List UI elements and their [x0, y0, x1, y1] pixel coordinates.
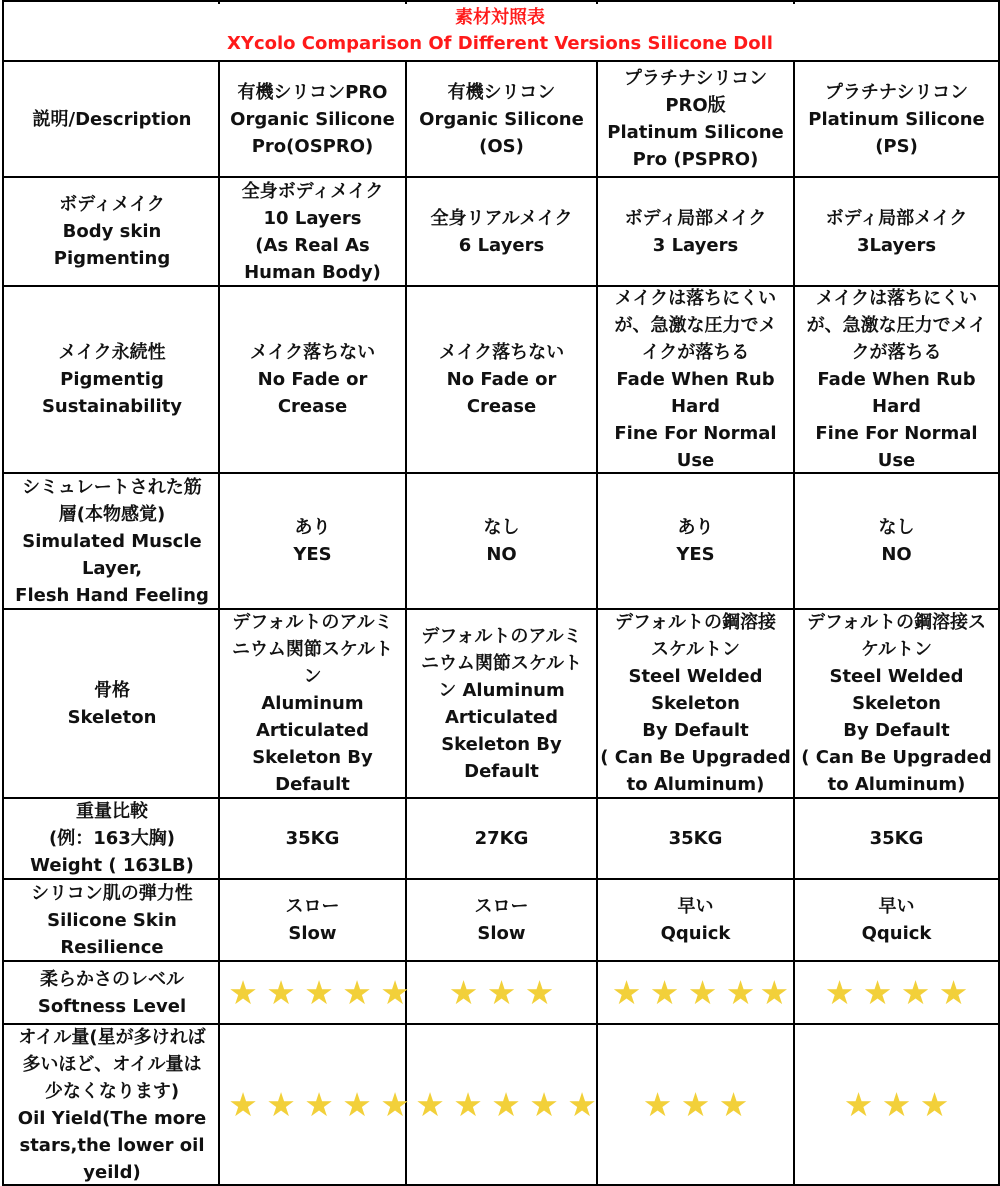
- cell-muscle-2: なし NO: [483, 517, 520, 565]
- star-icon: ★: [881, 1084, 912, 1124]
- star-icon: ★: [266, 1084, 296, 1124]
- cell-resilience-3: 早い Qquick: [660, 896, 731, 944]
- row-label-body-skin: ボディメイク Body skin Pigmenting: [53, 194, 171, 269]
- star-icon: ★: [862, 972, 893, 1012]
- cell-resilience-1: スロー Slow: [285, 896, 340, 944]
- star-icon: ★: [228, 972, 258, 1012]
- column-header-3: プラチナシリコン PRO版 Platinum Silicone Pro (PSPRO): [607, 68, 784, 170]
- cell-muscle-4: なし NO: [878, 517, 915, 565]
- star-icon: ★: [342, 972, 372, 1012]
- star-icon: ★: [380, 1084, 410, 1124]
- star-icon: ★: [304, 972, 334, 1012]
- row-label-sustainability: メイク永続性 Pigmentig Sustainability: [41, 342, 183, 417]
- cell-weight-2: 27KG: [474, 828, 529, 849]
- star-rating-oil-4: [840, 1084, 954, 1124]
- star-icon: ★: [938, 972, 969, 1012]
- star-icon: ★: [304, 1084, 334, 1124]
- star-rating-softness-1: [224, 972, 414, 1012]
- row-label-muscle: シミュレートされた筋 層(本物感覚) Simulated Muscle Layer, Flesh Hand Feeling: [15, 476, 209, 606]
- column-header-4: プラチナシリコン Platinum Silicone (PS): [808, 81, 985, 157]
- title-jp: 素材対照表: [455, 7, 545, 28]
- cell-resilience-2: スロー Slow: [474, 896, 529, 944]
- cell-body-skin-2: 全身リアルメイク 6 Layers: [430, 207, 573, 256]
- star-icon: ★: [649, 972, 680, 1012]
- cell-sustainability-2: メイク落ちない No Fade or Crease: [438, 342, 565, 417]
- star-icon: ★: [342, 1084, 372, 1124]
- cell-skeleton-3: デフォルトの鋼溶接 スケルトン Steel Welded Skeleton By Default ( Can Be Upgraded to Aluminum): [600, 612, 791, 795]
- column-header-2: 有機シリコン Organic Silicone (OS): [419, 81, 584, 157]
- star-icon: ★: [415, 1084, 445, 1124]
- cell-weight-3: 35KG: [668, 828, 723, 849]
- star-rating-oil-1: [224, 1084, 414, 1124]
- star-rating-oil-2: [411, 1084, 601, 1124]
- row-label-header: 説明/Description: [32, 108, 192, 130]
- star-icon: ★: [380, 972, 410, 1012]
- star-icon: ★: [824, 972, 855, 1012]
- star-icon: ★: [718, 1084, 749, 1124]
- star-rating-oil-3: [639, 1084, 753, 1124]
- star-icon: ★: [900, 972, 931, 1012]
- star-icon: ★: [491, 1084, 521, 1124]
- star-icon: ★: [567, 1084, 597, 1124]
- star-icon: ★: [687, 972, 718, 1012]
- star-icon: ★: [228, 1084, 258, 1124]
- cell-sustainability-1: メイク落ちない No Fade or Crease: [249, 342, 376, 417]
- star-icon: ★: [919, 1084, 950, 1124]
- star-icon: ★: [759, 972, 790, 1012]
- cell-muscle-3: あり YES: [676, 517, 715, 565]
- cell-muscle-1: あり YES: [293, 517, 332, 565]
- star-rating-softness-2: [445, 972, 559, 1012]
- row-label-skeleton: 骨格 Skeleton: [67, 679, 157, 728]
- cell-skeleton-2: デフォルトのアルミ ニウム関節スケルト ン Aluminum Articulated Skeleton By Default: [421, 625, 582, 782]
- table-border-top: [2, 0, 998, 2]
- column-tick: [218, 0, 220, 4]
- title-en: XYcolo Comparison Of Different Versions Silicone Doll: [227, 33, 773, 54]
- star-icon: ★: [524, 972, 555, 1012]
- row-label-softness: 柔らかさのレベル Softness Level: [37, 968, 187, 1017]
- star-icon: ★: [611, 972, 642, 1012]
- cell-weight-1: 35KG: [285, 828, 340, 849]
- column-tick: [405, 0, 407, 4]
- row-label-weight: 重量比較 (例：163大胸) Weight ( 163LB): [30, 801, 194, 876]
- star-icon: ★: [843, 1084, 874, 1124]
- star-icon: ★: [266, 972, 296, 1012]
- column-header-1: 有機シリコンPRO Organic Silicone Pro(OSPRO): [230, 81, 395, 157]
- cell-weight-4: 35KG: [869, 828, 924, 849]
- row-label-resilience: シリコン肌の弾力性 Silicone Skin Resilience: [31, 882, 193, 958]
- cell-resilience-4: 早い Qquick: [861, 896, 932, 944]
- cell-body-skin-3: ボディ局部メイク 3 Layers: [624, 207, 767, 256]
- star-icon: ★: [448, 972, 479, 1012]
- cell-skeleton-1: デフォルトのアルミ ニウム関節スケルト ン Aluminum Articulated Skeleton By Default: [232, 612, 393, 795]
- cell-skeleton-4: デフォルトの鋼溶接ス ケルトン Steel Welded Skeleton By Default ( Can Be Upgraded to Aluminum): [801, 612, 992, 795]
- row-label-oil: オイル量(星が多ければ 多いほど、オイル量は 少なくなります) Oil Yield(The more stars,the lower oil yeild): [17, 1026, 207, 1183]
- star-icon: ★: [725, 972, 756, 1012]
- star-icon: ★: [642, 1084, 673, 1124]
- star-rating-softness-4: [821, 972, 973, 1012]
- star-icon: ★: [453, 1084, 483, 1124]
- star-icon: ★: [680, 1084, 711, 1124]
- star-icon: ★: [529, 1084, 559, 1124]
- star-rating-softness-3: [608, 972, 790, 1012]
- column-tick: [793, 0, 795, 4]
- cell-body-skin-1: 全身ボディメイク 10 Layers (As Real As Human Body): [241, 180, 384, 283]
- cell-sustainability-3: メイクは落ちにくい が、急激な圧力でメ イクが落ちる Fade When Rub Hard Fine For Normal Use: [614, 288, 777, 471]
- star-icon: ★: [486, 972, 517, 1012]
- cell-body-skin-4: ボディ局部メイク 3Layers: [825, 207, 968, 256]
- cell-sustainability-4: メイクは落ちにくい が、急激な圧力でメイ クが落ちる Fade When Rub Hard Fine For Normal Use: [806, 288, 987, 471]
- column-tick: [596, 0, 598, 4]
